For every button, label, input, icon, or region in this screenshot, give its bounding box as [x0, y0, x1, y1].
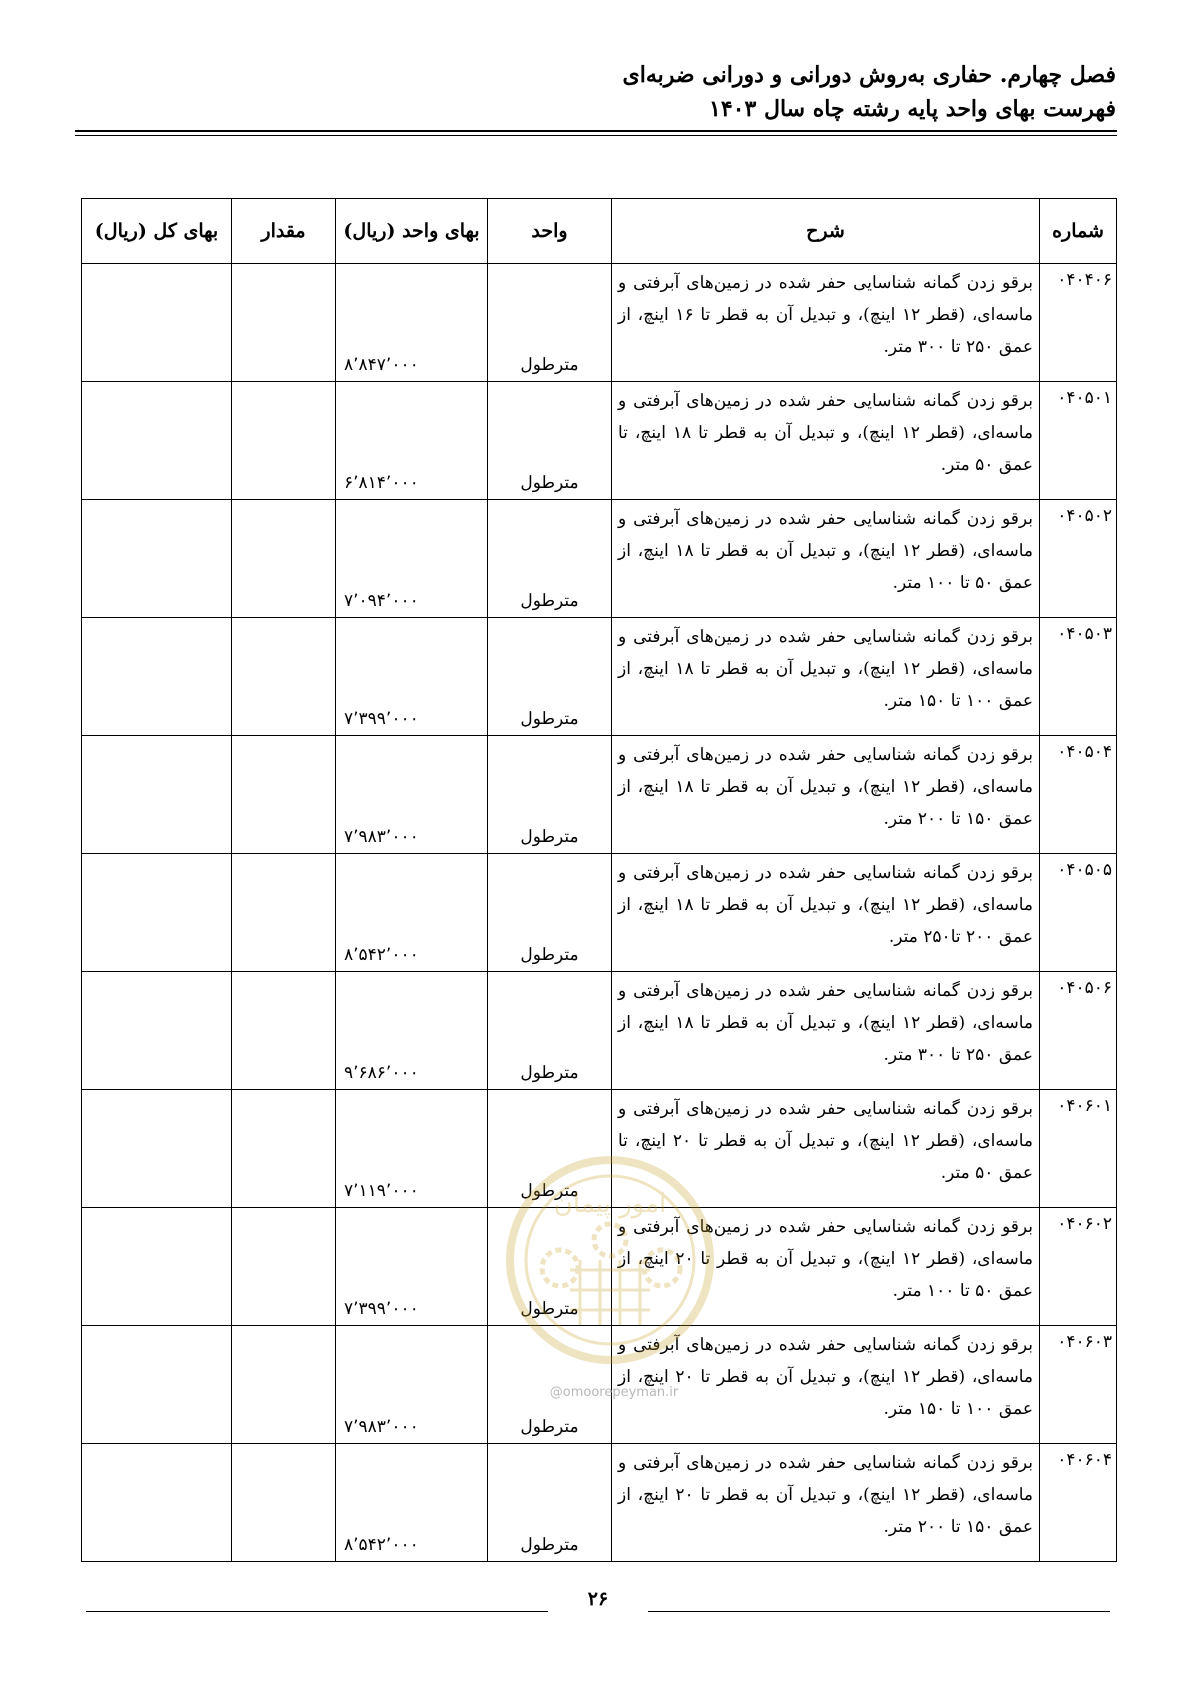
- item-unit: مترطول: [488, 736, 612, 854]
- column-header-total-price: بهای کل (ریال): [82, 199, 232, 264]
- item-total-price-cell: [82, 736, 232, 854]
- chapter-title: فصل چهارم. حفاری به‌روش دورانی و دورانی ضربه‌ای: [622, 62, 1116, 88]
- item-code: ۰۴۰۵۰۲: [1040, 500, 1117, 618]
- item-unit-price: ۸٬۵۴۲٬۰۰۰: [336, 854, 488, 972]
- item-unit-price: ۷٬۱۱۹٬۰۰۰: [336, 1090, 488, 1208]
- item-description: برقو زدن گمانه شناسایی حفر شده در زمین‌های آبرفتی و ماسه‌ای، (قطر ۱۲ اینچ)، و تبدیل آن به قطر تا ۱۸ اینچ، تا عمق ۵۰ متر.: [612, 382, 1040, 500]
- footer-divider-right: [648, 1611, 1110, 1612]
- item-unit-price: ۷٬۳۹۹٬۰۰۰: [336, 1208, 488, 1326]
- item-unit: مترطول: [488, 1090, 612, 1208]
- item-quantity-cell: [232, 736, 336, 854]
- item-quantity-cell: [232, 618, 336, 736]
- item-description: برقو زدن گمانه شناسایی حفر شده در زمین‌های آبرفتی و ماسه‌ای، (قطر ۱۲ اینچ)، و تبدیل آن به قطر تا ۲۰ اینچ، از عمق ۱۰۰ تا ۱۵۰ متر.: [612, 1326, 1040, 1444]
- item-description: برقو زدن گمانه شناسایی حفر شده در زمین‌های آبرفتی و ماسه‌ای، (قطر ۱۲ اینچ)، و تبدیل آن به قطر تا ۲۰ اینچ، تا عمق ۵۰ متر.: [612, 1090, 1040, 1208]
- item-unit-price: ۶٬۸۱۴٬۰۰۰: [336, 382, 488, 500]
- item-description: برقو زدن گمانه شناسایی حفر شده در زمین‌های آبرفتی و ماسه‌ای، (قطر ۱۲ اینچ)، و تبدیل آن به قطر تا ۱۸ اینچ، از عمق ۲۰۰ تا۲۵۰ متر.: [612, 854, 1040, 972]
- item-unit-price: ۷٬۹۸۳٬۰۰۰: [336, 1326, 488, 1444]
- item-quantity-cell: [232, 500, 336, 618]
- item-quantity-cell: [232, 1444, 336, 1562]
- column-header-code: شماره: [1040, 199, 1117, 264]
- item-description: برقو زدن گمانه شناسایی حفر شده در زمین‌های آبرفتی و ماسه‌ای، (قطر ۱۲ اینچ)، و تبدیل آن به قطر تا ۱۸ اینچ، از عمق ۲۵۰ تا ۳۰۰ متر.: [612, 972, 1040, 1090]
- item-unit: مترطول: [488, 264, 612, 382]
- item-unit: مترطول: [488, 972, 612, 1090]
- item-unit-price: ۷٬۳۹۹٬۰۰۰: [336, 618, 488, 736]
- item-total-price-cell: [82, 1326, 232, 1444]
- column-header-unit: واحد: [488, 199, 612, 264]
- item-unit: مترطول: [488, 1444, 612, 1562]
- item-unit-price: ۹٬۶۸۶٬۰۰۰: [336, 972, 488, 1090]
- item-code: ۰۴۰۶۰۲: [1040, 1208, 1117, 1326]
- item-unit: مترطول: [488, 854, 612, 972]
- item-unit-price: ۸٬۵۴۲٬۰۰۰: [336, 1444, 488, 1562]
- price-list-title: فهرست بهای واحد پایه رشته چاه سال ۱۴۰۳: [709, 96, 1116, 122]
- item-unit: مترطول: [488, 1208, 612, 1326]
- table-row: [82, 382, 1117, 500]
- item-code: ۰۴۰۶۰۳: [1040, 1326, 1117, 1444]
- page-header: [66, 58, 1116, 126]
- item-code: ۰۴۰۴۰۶: [1040, 264, 1117, 382]
- item-quantity-cell: [232, 382, 336, 500]
- footer-divider-left: [86, 1611, 548, 1612]
- item-code: ۰۴۰۵۰۶: [1040, 972, 1117, 1090]
- header-divider-thick: [75, 130, 1117, 132]
- item-description: برقو زدن گمانه شناسایی حفر شده در زمین‌های آبرفتی و ماسه‌ای، (قطر ۱۲ اینچ)، و تبدیل آن به قطر تا ۲۰ اینچ، از عمق ۱۵۰ تا ۲۰۰ متر.: [612, 1444, 1040, 1562]
- item-total-price-cell: [82, 618, 232, 736]
- item-code: ۰۴۰۵۰۴: [1040, 736, 1117, 854]
- table-row: [82, 264, 1117, 382]
- item-quantity-cell: [232, 264, 336, 382]
- column-header-description: شرح: [612, 199, 1040, 264]
- item-unit: مترطول: [488, 1326, 612, 1444]
- table-row: [82, 500, 1117, 618]
- item-unit-price: ۸٬۸۴۷٬۰۰۰: [336, 264, 488, 382]
- item-total-price-cell: [82, 854, 232, 972]
- watermark-logo-text: امور پیمان: [553, 1189, 667, 1219]
- item-description: برقو زدن گمانه شناسایی حفر شده در زمین‌های آبرفتی و ماسه‌ای، (قطر ۱۲ اینچ)، و تبدیل آن به قطر تا ۱۸ اینچ، از عمق ۱۵۰ تا ۲۰۰ متر.: [612, 736, 1040, 854]
- column-header-quantity: مقدار: [232, 199, 336, 264]
- item-quantity-cell: [232, 854, 336, 972]
- item-quantity-cell: [232, 1090, 336, 1208]
- table-row: [82, 1208, 1117, 1326]
- page-number: ۲۶: [587, 1588, 609, 1610]
- item-code: ۰۴۰۵۰۱: [1040, 382, 1117, 500]
- table-header-row: [82, 199, 1117, 264]
- column-header-unit-price: بهای واحد (ریال): [336, 199, 488, 264]
- item-description: برقو زدن گمانه شناسایی حفر شده در زمین‌های آبرفتی و ماسه‌ای، (قطر ۱۲ اینچ)، و تبدیل آن به قطر تا ۱۸ اینچ، از عمق ۱۰۰ تا ۱۵۰ متر.: [612, 618, 1040, 736]
- header-divider-thin: [75, 135, 1117, 136]
- item-code: ۰۴۰۵۰۵: [1040, 854, 1117, 972]
- table-row: [82, 1444, 1117, 1562]
- item-description: برقو زدن گمانه شناسایی حفر شده در زمین‌های آبرفتی و ماسه‌ای، (قطر ۱۲ اینچ)، و تبدیل آن به قطر تا ۱۸ اینچ، از عمق ۵۰ تا ۱۰۰ متر.: [612, 500, 1040, 618]
- item-total-price-cell: [82, 1090, 232, 1208]
- price-table: [81, 198, 1117, 1562]
- item-total-price-cell: [82, 1208, 232, 1326]
- item-unit-price: ۷٬۰۹۴٬۰۰۰: [336, 500, 488, 618]
- item-quantity-cell: [232, 972, 336, 1090]
- item-quantity-cell: [232, 1208, 336, 1326]
- item-description: برقو زدن گمانه شناسایی حفر شده در زمین‌های آبرفتی و ماسه‌ای، (قطر ۱۲ اینچ)، و تبدیل آن به قطر تا ۲۰ اینچ، از عمق ۵۰ تا ۱۰۰ متر.: [612, 1208, 1040, 1326]
- item-code: ۰۴۰۶۰۱: [1040, 1090, 1117, 1208]
- table-row: [82, 854, 1117, 972]
- item-quantity-cell: [232, 1326, 336, 1444]
- table-row: [82, 972, 1117, 1090]
- item-unit: مترطول: [488, 618, 612, 736]
- item-code: ۰۴۰۶۰۴: [1040, 1444, 1117, 1562]
- item-total-price-cell: [82, 382, 232, 500]
- item-total-price-cell: [82, 1444, 232, 1562]
- item-total-price-cell: [82, 500, 232, 618]
- watermark-text: @omoorepeyman.ir: [549, 1385, 679, 1400]
- item-unit-price: ۷٬۹۸۳٬۰۰۰: [336, 736, 488, 854]
- item-description: برقو زدن گمانه شناسایی حفر شده در زمین‌های آبرفتی و ماسه‌ای، (قطر ۱۲ اینچ)، و تبدیل آن به قطر تا ۱۶ اینچ، از عمق ۲۵۰ تا ۳۰۰ متر.: [612, 264, 1040, 382]
- item-unit: مترطول: [488, 382, 612, 500]
- item-code: ۰۴۰۵۰۳: [1040, 618, 1117, 736]
- table-row: [82, 618, 1117, 736]
- item-total-price-cell: [82, 972, 232, 1090]
- item-total-price-cell: [82, 264, 232, 382]
- item-unit: مترطول: [488, 500, 612, 618]
- table-row: [82, 736, 1117, 854]
- table-row: [82, 1090, 1117, 1208]
